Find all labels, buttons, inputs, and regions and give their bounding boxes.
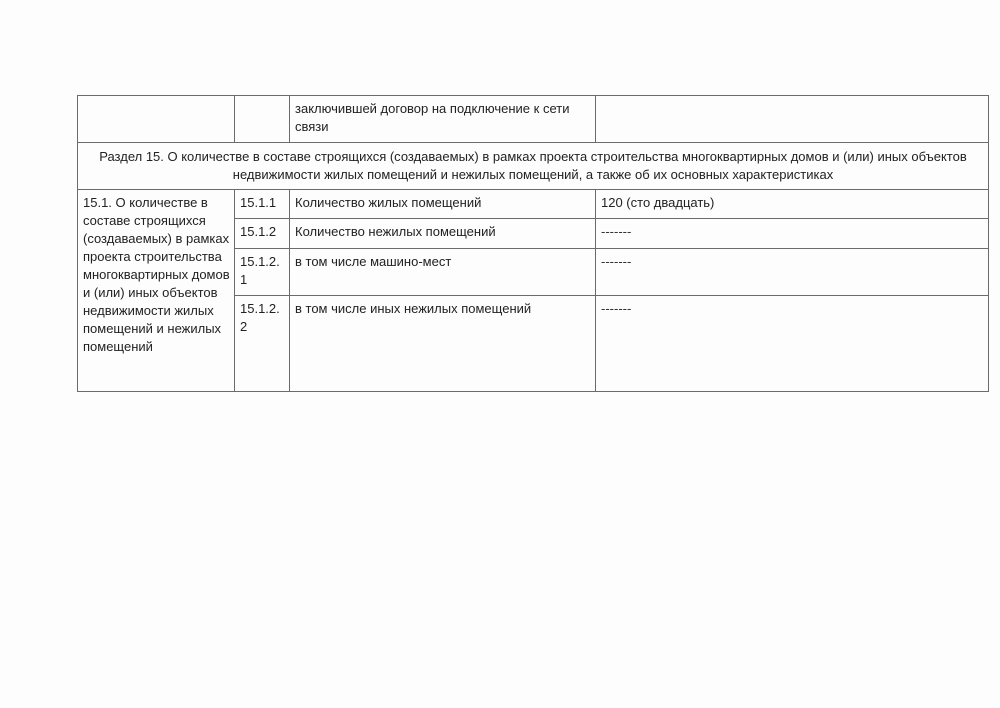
row-code: 15.1.2. 2 (235, 296, 290, 392)
table-cell (235, 96, 290, 143)
table-cell (596, 96, 989, 143)
row-label: в том числе машино-мест (290, 249, 596, 296)
row-value: 120 (сто двадцать) (596, 190, 989, 219)
table-row (78, 96, 989, 143)
table-cell: заключившей договор на подключение к сети связи (290, 96, 596, 143)
row-code: 15.1.2 (235, 219, 290, 249)
group-label: 15.1. О количестве в составе строящихся (создаваемых) в рамках проекта строительства многоквартирных домов и (или) иных объектов недвижимости жилых помещений и нежилых помещений (78, 190, 235, 392)
row-value: ------- (596, 296, 989, 392)
row-label: в том числе иных нежилых помещений (290, 296, 596, 392)
row-code: 15.1.1 (235, 190, 290, 219)
row-code: 15.1.2. 1 (235, 249, 290, 296)
section-header-row (78, 143, 989, 190)
row-label: Количество жилых помещений (290, 190, 596, 219)
row-value: ------- (596, 249, 989, 296)
table-cell (78, 96, 235, 143)
document-table (77, 95, 989, 392)
table-row (78, 190, 989, 219)
section-header: Раздел 15. О количестве в составе строящихся (создаваемых) в рамках проекта строительства многоквартирных домов и (или) иных объектов недвижимости жилых помещений и нежилых помещений, а также об их основных характеристиках (78, 143, 989, 190)
row-value: ------- (596, 219, 989, 249)
row-label: Количество нежилых помещений (290, 219, 596, 249)
